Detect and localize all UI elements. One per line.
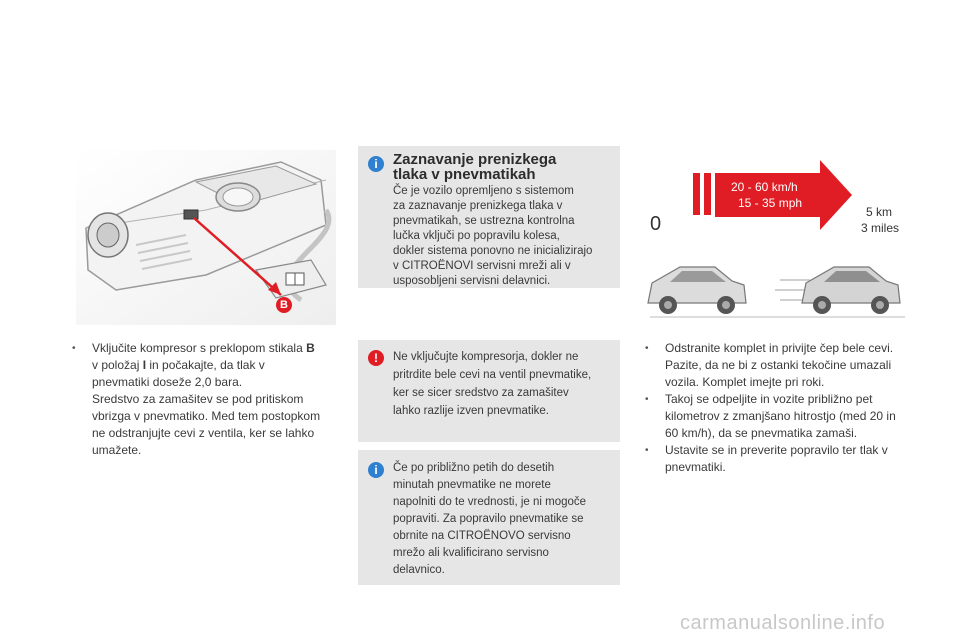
- text-line: dokler sistema ponovno ne inicializirajo: [393, 245, 593, 257]
- text-line: delavnico.: [393, 564, 445, 576]
- text-line: za zaznavanje prenizkega tlaka v: [393, 200, 563, 212]
- compressor-illustration: [76, 150, 336, 325]
- text-line: obrnite na CITROËNOVO servisno: [393, 530, 571, 542]
- watermark: carmanualsonline.info: [680, 612, 886, 634]
- info-icon: i: [368, 462, 384, 478]
- text-line: kilometrov z zmanjšano hitrostjo (med 20 in: [665, 409, 896, 423]
- switch-b-badge: B: [276, 297, 292, 313]
- text-line: Ustavite se in preverite popravilo ter tlak v: [665, 443, 888, 457]
- text-line: Če po približno petih do desetih: [393, 462, 555, 474]
- bullet-mark: •: [72, 343, 76, 354]
- text-line: 60 km/h), da se pnevmatika zamaši.: [665, 426, 858, 440]
- text-line: lučka vključi po popravilu kolesa,: [393, 230, 560, 242]
- warning-box-text: [393, 348, 618, 420]
- text-line: vozila. Komplet imejte pri roki.: [665, 375, 825, 389]
- step-remove-kit: [645, 340, 915, 391]
- warning-icon: !: [368, 350, 384, 366]
- tpms-info-box: [358, 146, 620, 288]
- text-line: Takoj se odpeljite in vozite približno pet: [665, 392, 873, 406]
- text-line: popraviti. Za popravilo pnevmatike se: [393, 513, 584, 525]
- text-line: lahko razlije izven pnevmatike.: [393, 405, 549, 417]
- left-instructions: [72, 340, 342, 459]
- repair-info-box: [358, 450, 620, 585]
- text-line: pritrdite bele cevi na ventil pnevmatike,: [393, 369, 592, 381]
- repair-box-text: [393, 460, 618, 579]
- compressor-drawing: [76, 150, 336, 325]
- car-left-drawing: [648, 267, 746, 314]
- info-icon: i: [368, 156, 384, 172]
- text-line: pnevmatikah, se ustrezna kontrolna: [393, 215, 575, 227]
- text-line: mrežo ali kvalificirano servisno: [393, 547, 549, 559]
- speed-distance-graphic: [640, 155, 910, 330]
- speed-mph-label: 15 - 35 mph: [738, 196, 803, 210]
- text-line: ker se sicer sredstvo za zamašitev: [393, 387, 569, 399]
- step-switch-on: • Vključite kompresor s preklopom stikala B v položaj I in počakajte, da tlak v pnevmatiki doseže 2,0 bara. Sredstvo za zamašitev se pod pritiskom vbrizga v pnevmatiko. Med tem postopkom ne odstranjujte cevi z ventila, ker se lahko umažete.: [72, 341, 321, 457]
- tpms-box-title: Zaznavanje prenizkega tlaka v pnevmatikah: [393, 151, 557, 183]
- speed-kmh-label: 20 - 60 km/h: [731, 180, 798, 194]
- step-drive: [645, 391, 915, 442]
- distance-km-label: 5 km: [866, 205, 893, 219]
- distance-miles-label: 3 miles: [861, 221, 900, 235]
- bullet-mark: •: [645, 445, 649, 456]
- text-line: Če je vozilo opremljeno s sistemom: [393, 185, 574, 197]
- text-line: minutah pnevmatike ne morete: [393, 479, 551, 491]
- tpms-box-text: [393, 184, 618, 289]
- bullet-mark: •: [645, 343, 649, 354]
- text-line: usposobljeni servisni delavnici.: [393, 275, 551, 287]
- warning-box: [358, 340, 620, 442]
- text-line: Pazite, da ne bi z ostanki tekočine umazali: [665, 358, 892, 372]
- start-zero-label: 0: [650, 213, 662, 235]
- text-line: Odstranite komplet in privijte čep bele cevi.: [665, 341, 894, 355]
- right-instructions: [645, 340, 915, 476]
- text-line: v CITROËNOVI servisni mreži ali v: [393, 260, 571, 272]
- text-line: Ne vključujte kompresorja, dokler ne: [393, 351, 579, 363]
- bullet-mark: •: [645, 394, 649, 405]
- car-right-drawing: [802, 267, 900, 314]
- step-check: [645, 442, 915, 476]
- text-line: napolniti do te vrednosti, je ni mogoče: [393, 496, 587, 508]
- text-line: pnevmatiki.: [665, 460, 726, 474]
